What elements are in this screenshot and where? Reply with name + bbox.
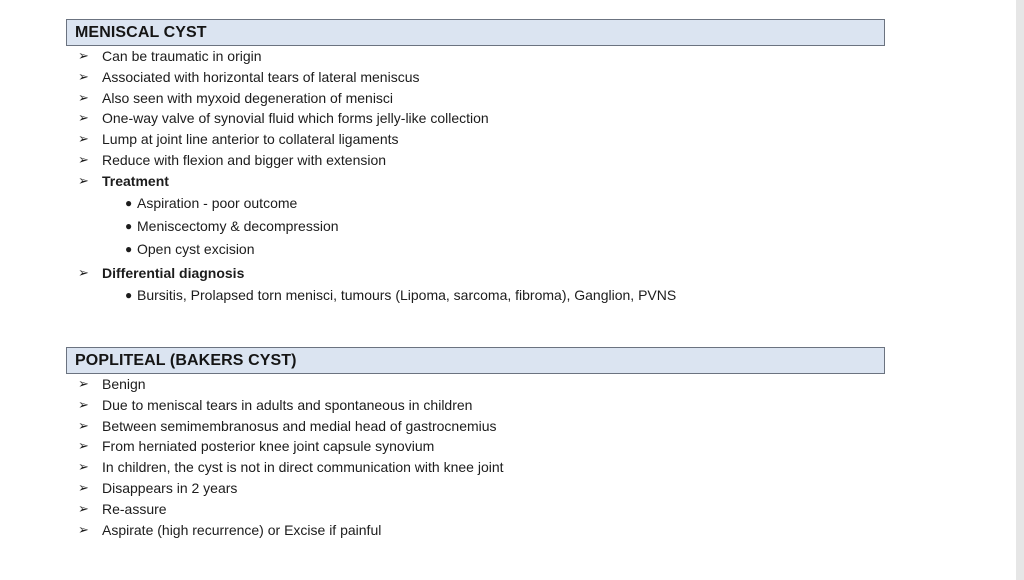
sub-list-item	[66, 238, 885, 263]
list-item-text: Re-assure	[102, 500, 167, 517]
page-edge	[1016, 0, 1024, 580]
list-item-text: One-way valve of synovial fluid which forms jelly-like collection	[102, 110, 489, 127]
arrow-bullet-icon: ➢	[78, 110, 89, 126]
list-item	[66, 436, 885, 457]
list-item-text: Lump at joint line anterior to collateral ligaments	[102, 131, 399, 148]
arrow-bullet-icon: ➢	[78, 459, 89, 475]
list-item	[66, 478, 885, 499]
list-item	[66, 395, 885, 416]
list-item	[66, 374, 885, 395]
arrow-bullet-icon: ➢	[78, 479, 89, 495]
list-item	[66, 520, 885, 541]
popliteal-cyst-list	[66, 374, 885, 540]
arrow-bullet-icon: ➢	[78, 500, 89, 516]
sub-item-text: Aspiration - poor outcome	[137, 194, 298, 211]
popliteal-cyst-section	[66, 347, 885, 540]
list-item-text: In children, the cyst is not in direct communication with knee joint	[102, 459, 504, 476]
list-item	[66, 416, 885, 437]
meniscal-cyst-section	[66, 19, 885, 307]
arrow-bullet-icon: ➢	[78, 438, 89, 454]
list-item-text: Aspirate (high recurrence) or Excise if painful	[102, 521, 382, 538]
sub-list-item	[66, 215, 885, 238]
list-item	[66, 67, 885, 88]
arrow-bullet-icon: ➢	[78, 417, 89, 433]
list-item	[66, 88, 885, 109]
list-item-text: Associated with horizontal tears of lateral meniscus	[102, 68, 420, 85]
list-item	[66, 150, 885, 171]
sub-item-text: Bursitis, Prolapsed torn menisci, tumours (Lipoma, sarcoma, fibroma), Ganglion, PVNS	[137, 286, 677, 303]
dot-bullet-icon: ●	[125, 218, 133, 233]
sub-list-item	[66, 192, 885, 215]
arrow-bullet-icon: ➢	[78, 396, 89, 412]
list-item-text: From herniated posterior knee joint capsule synovium	[102, 438, 435, 455]
list-item	[66, 46, 885, 67]
arrow-bullet-icon: ➢	[78, 48, 89, 63]
list-item-text: Benign	[102, 376, 146, 392]
sub-list-item	[66, 284, 885, 307]
arrow-bullet-icon: ➢	[78, 131, 89, 147]
list-item-text: Can be traumatic in origin	[102, 48, 262, 64]
dot-bullet-icon: ●	[125, 195, 133, 210]
list-item-treatment	[66, 171, 885, 192]
arrow-bullet-icon: ➢	[78, 68, 89, 84]
arrow-bullet-icon: ➢	[78, 521, 89, 537]
arrow-bullet-icon: ➢	[78, 89, 89, 105]
dot-bullet-icon: ●	[125, 241, 133, 256]
treatment-label: Treatment	[102, 172, 169, 189]
list-item	[66, 108, 885, 129]
section-heading: MENISCAL CYST	[66, 19, 885, 46]
arrow-bullet-icon: ➢	[78, 151, 89, 167]
list-item	[66, 129, 885, 150]
list-item-text: Disappears in 2 years	[102, 479, 238, 496]
list-item	[66, 499, 885, 520]
list-item-text: Also seen with myxoid degeneration of menisci	[102, 89, 394, 106]
meniscal-cyst-list	[66, 46, 885, 307]
arrow-bullet-icon: ➢	[78, 264, 89, 280]
arrow-bullet-icon: ➢	[78, 172, 89, 188]
dot-bullet-icon: ●	[125, 287, 133, 302]
list-item-text: Reduce with flexion and bigger with extension	[102, 151, 387, 168]
list-item-text: Between semimembranosus and medial head of gastrocnemius	[102, 417, 497, 434]
differential-label: Differential diagnosis	[102, 264, 245, 281]
sub-item-text: Meniscectomy & decompression	[137, 217, 339, 234]
list-item-differential	[66, 263, 885, 284]
list-item	[66, 457, 885, 478]
list-item-text: Due to meniscal tears in adults and spontaneous in children	[102, 396, 473, 413]
arrow-bullet-icon: ➢	[78, 376, 89, 391]
sub-item-text: Open cyst excision	[137, 240, 255, 257]
section-heading: POPLITEAL (BAKERS CYST)	[66, 347, 885, 374]
